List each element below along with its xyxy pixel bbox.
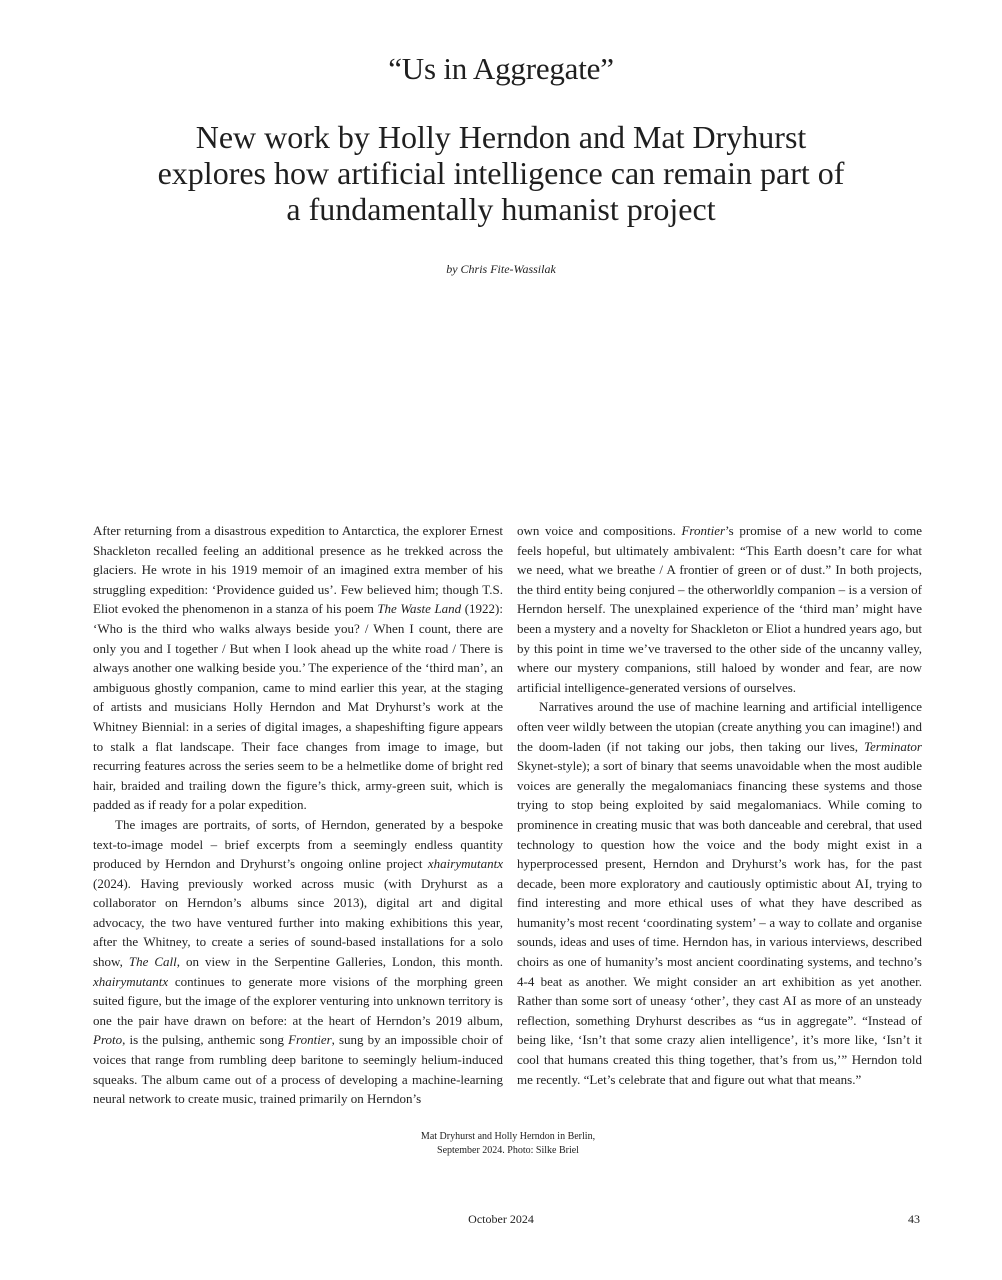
article-byline: by Chris Fite-Wassilak bbox=[446, 262, 556, 276]
left-p1-title: The Waste Land bbox=[377, 601, 462, 617]
right-p2-part-c: , trying to find interesting and more ethical uses of what they have described as humanity’s most recent ‘coordinating system’ – a way to collate and organise sounds, ideas and uses of time. Herndon has, in various interviews, described choirs as one of humanity’s most ancient coordinating systems, and techno’s 4-4 beat as another. We might consider an art exhibition as yet another. Rather than some sort of uneasy ‘other’, they cast bbox=[517, 875, 923, 1009]
article-kicker: “Us in Aggregate” bbox=[388, 51, 614, 86]
left-p2-part-a: The images are portraits, of sorts, of Herndon, generated by a bespoke text-to-image model – brief excerpts from a seemingly endless quantity produced by Herndon and Dryhurst’s ongoing online project bbox=[93, 816, 503, 872]
left-paragraph-2 bbox=[93, 815, 503, 1109]
left-p2-title-3: xhairymutantx bbox=[93, 973, 169, 989]
right-p1-title: Frontier bbox=[681, 523, 726, 538]
left-column bbox=[93, 521, 503, 1141]
right-paragraph-1 bbox=[517, 521, 922, 697]
right-p1-part-a: own voice and compositions. bbox=[517, 523, 682, 538]
left-p2-part-f: , sung by an impossible choir of voices that range from rumbling deep baritone to seemingly helium-induced squeaks. The album came out of a process of developing a machine-learning neural network to create music, trained primarily on Herndon’s bbox=[93, 1032, 503, 1107]
left-p2-title-5: Frontier bbox=[288, 1032, 332, 1048]
left-p2-part-c: , on view in the Serpentine Galleries, London, this month. bbox=[176, 954, 503, 970]
left-p1-part-a: After returning from a disastrous expedition to Antarctica, the explorer Ernest Shackleton recalled feeling an additional presence as he trekked across the glaciers. He wrote in his 1919 memoir of an imagined extra member of his struggling expedition: ‘Providence guided us’. Few believed him; though T.S. Eliot evoked the phenomenon in a stanza of his poem bbox=[93, 523, 503, 617]
left-p1-part-b: (1922): ‘Who is the third who walks always beside you? / When I count, there are only you and I together / But when I look ahead up the white road / There is always another one walking beside you.’ The experience of the ‘third man’, an ambiguous ghostly companion, came to mind earlier this year, at the staging of artists and musicians Holly Herndon and Mat Dryhurst’s work at the Whitney Biennial: in a series of digital images, a shapeshifting figure appears to stalk a flat landscape. Their face changes from image to image, but recurring features across the series seem to be a helmetlike dome of bright red hair, braided and trailing down the figure’s thick, army-green suit, which is padded as if ready for a polar expedition. bbox=[93, 601, 503, 813]
left-p2-title-2: The Call bbox=[128, 954, 177, 970]
right-p2-part-d: as more of an unsteady reflection, something Dryhurst describes as “us in aggregate”. “Instead of being like, ‘Isn’t that some crazy alien intelligence’, it’s more like, ‘Isn’t it cool that humans created this thing together, that’s from us,’” Herndon told me recently. “Let’s celebrate that and figure out what that means.” bbox=[517, 993, 922, 1087]
photo-caption: Mat Dryhurst and Holly Herndon in Berlin, September 2024. Photo: Silke Briel bbox=[420, 1131, 596, 1156]
article-headline: New work by Holly Herndon and Mat Dryhurst explores how artificial intelligence can remain part of a fundamentally humanist project bbox=[157, 119, 845, 227]
page-number: 43 bbox=[908, 1212, 920, 1226]
article-body bbox=[93, 521, 922, 1141]
issue-date: October 2024 bbox=[468, 1212, 534, 1226]
left-p2-part-e: , is the pulsing, anthemic song bbox=[122, 1032, 289, 1048]
right-p2-ai-1: AI bbox=[854, 875, 870, 891]
right-p2-ai-2: AI bbox=[782, 993, 797, 1009]
left-p2-title-4: Proto bbox=[93, 1032, 123, 1048]
right-paragraph-2 bbox=[517, 697, 922, 1089]
left-p2-part-b: (2024). Having previously worked across music (with Dryhurst as a collaborator on Herndon’s albums since 2013), digital art and digital advocacy, the two have ventured further into making exhibitions this year, after the Whitney, to create a series of sound-based installations for a solo show, bbox=[93, 875, 503, 970]
right-p2-part-a: Narratives around the use of machine learning and artificial intelligence often veer wildly between the utopian (create anything you can imagine!) and the doom-laden (if not taking our jobs, then taking our lives, bbox=[517, 699, 922, 754]
right-p2-title: Terminator bbox=[863, 738, 922, 754]
right-p2-part-b: Skynet-style); a sort of binary that seems unavoidable when the most audible voices are generally the megalomaniacs financing these systems and those trying to stop being exploited by said megalomaniacs. While coming to prominence in creating music that was both danceable and cerebral, that used technology to question how the voice and the body might exist in a hyperprocessed present, Herndon and Dryhurst’s work has, for the past decade, been more exploratory and cautiously optimistic about bbox=[517, 758, 922, 891]
left-p2-part-d: continues to generate more visions of the morphing green suited figure, but the image of the explorer venturing into unknown territory is one the pair have drawn on before: at the heart of Herndon’s 2019 album, bbox=[93, 973, 503, 1028]
left-paragraph-1 bbox=[93, 521, 503, 815]
right-p1-part-b: ’s promise of a new world to come feels hopeful, but ultimately ambivalent: “This Earth doesn’t care for what we need, what we breathe / A frontier of green or of dust.” In both projects, the third entity being conjured – the otherworldly companion – is a version of Herndon herself. The unexplained experience of the ‘third man’ might have been a mystery and a novelty for Shackleton or Eliot a hundred years ago, but by this point in time we’ve traversed to the other side of the uncanny valley, where our mystery companions, still haloed by wonder and fear, are now artificial intelligence-generated versions of ourselves. bbox=[517, 523, 922, 695]
left-p2-title-1: xhairymutantx bbox=[427, 856, 503, 872]
right-column bbox=[517, 521, 922, 1141]
